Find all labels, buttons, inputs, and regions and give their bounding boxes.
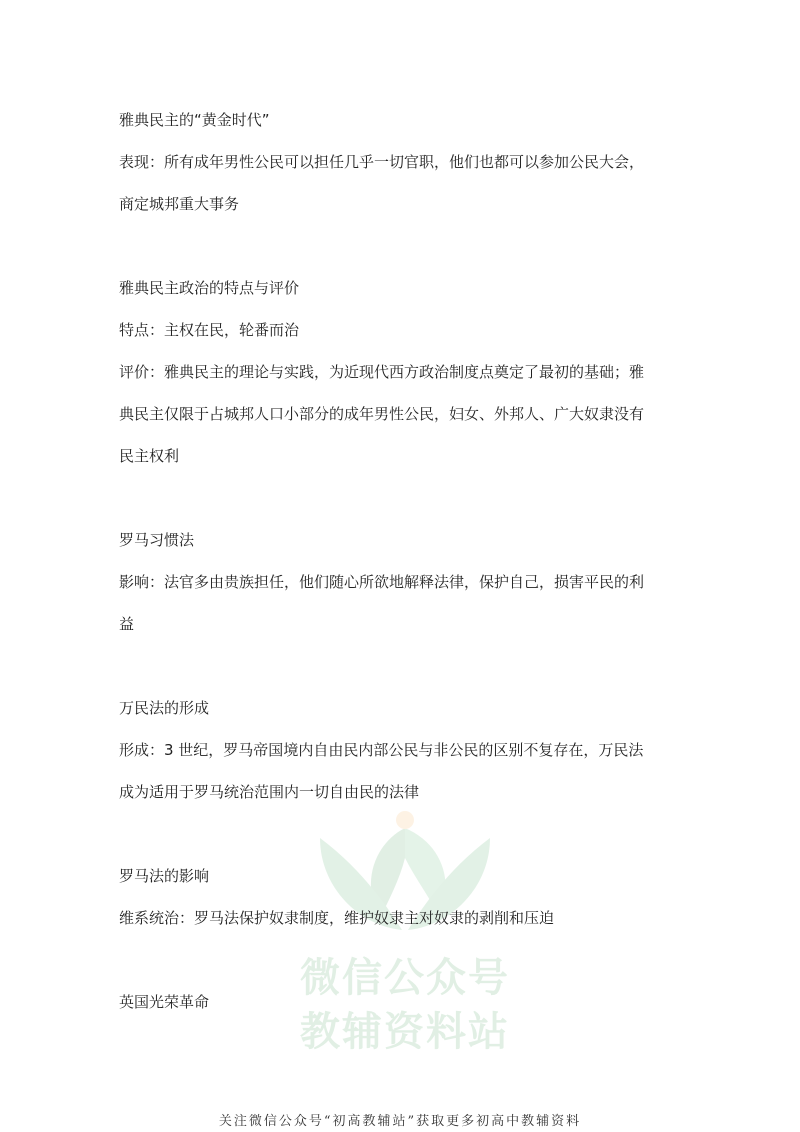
heading-athens-golden-age: 雅典民主的“黄金时代” bbox=[119, 111, 270, 129]
text-line: 评价：雅典民主的理论与实践，为近现代西方政治制度点奠定了最初的基础；雅 bbox=[119, 363, 645, 381]
text-line: 商定城邦重大事务 bbox=[119, 195, 240, 213]
heading-glorious-revolution: 英国光荣革命 bbox=[119, 993, 210, 1011]
text-line: 表现：所有成年男性公民可以担任几乎一切官职，他们也都可以参加公民大会， bbox=[119, 153, 645, 171]
heading-law-of-nations: 万民法的形成 bbox=[119, 699, 210, 717]
page-footer: 关注微信公众号“初高教辅站”获取更多初高中教辅资料 bbox=[218, 1114, 582, 1129]
text-line: 典民主仅限于占城邦人口小部分的成年男性公民，妇女、外邦人、广大奴隶没有 bbox=[119, 405, 645, 423]
text-line: 特点：主权在民，轮番而治 bbox=[119, 321, 300, 339]
watermark-line-2: 教辅资料站 bbox=[300, 1009, 510, 1055]
text-line: 民主权利 bbox=[119, 447, 180, 465]
text-line: 维系统治：罗马法保护奴隶制度，维护奴隶主对奴隶的剥削和压迫 bbox=[119, 909, 555, 927]
text-line: 成为适用于罗马统治范围内一切自由民的法律 bbox=[119, 783, 420, 801]
heading-athens-democracy-features: 雅典民主政治的特点与评价 bbox=[119, 279, 300, 297]
text-line: 益 bbox=[119, 615, 135, 633]
text-line: 形成：3 世纪，罗马帝国境内自由民内部公民与非公民的区别不复存在，万民法 bbox=[119, 741, 644, 759]
heading-roman-law-influence: 罗马法的影响 bbox=[119, 867, 210, 885]
watermark-line-1: 微信公众号 bbox=[300, 955, 510, 1001]
heading-roman-customary-law: 罗马习惯法 bbox=[119, 531, 195, 549]
text-line: 影响：法官多由贵族担任，他们随心所欲地解释法律，保护自己，损害平民的利 bbox=[119, 573, 645, 591]
watermark bbox=[290, 808, 520, 1058]
